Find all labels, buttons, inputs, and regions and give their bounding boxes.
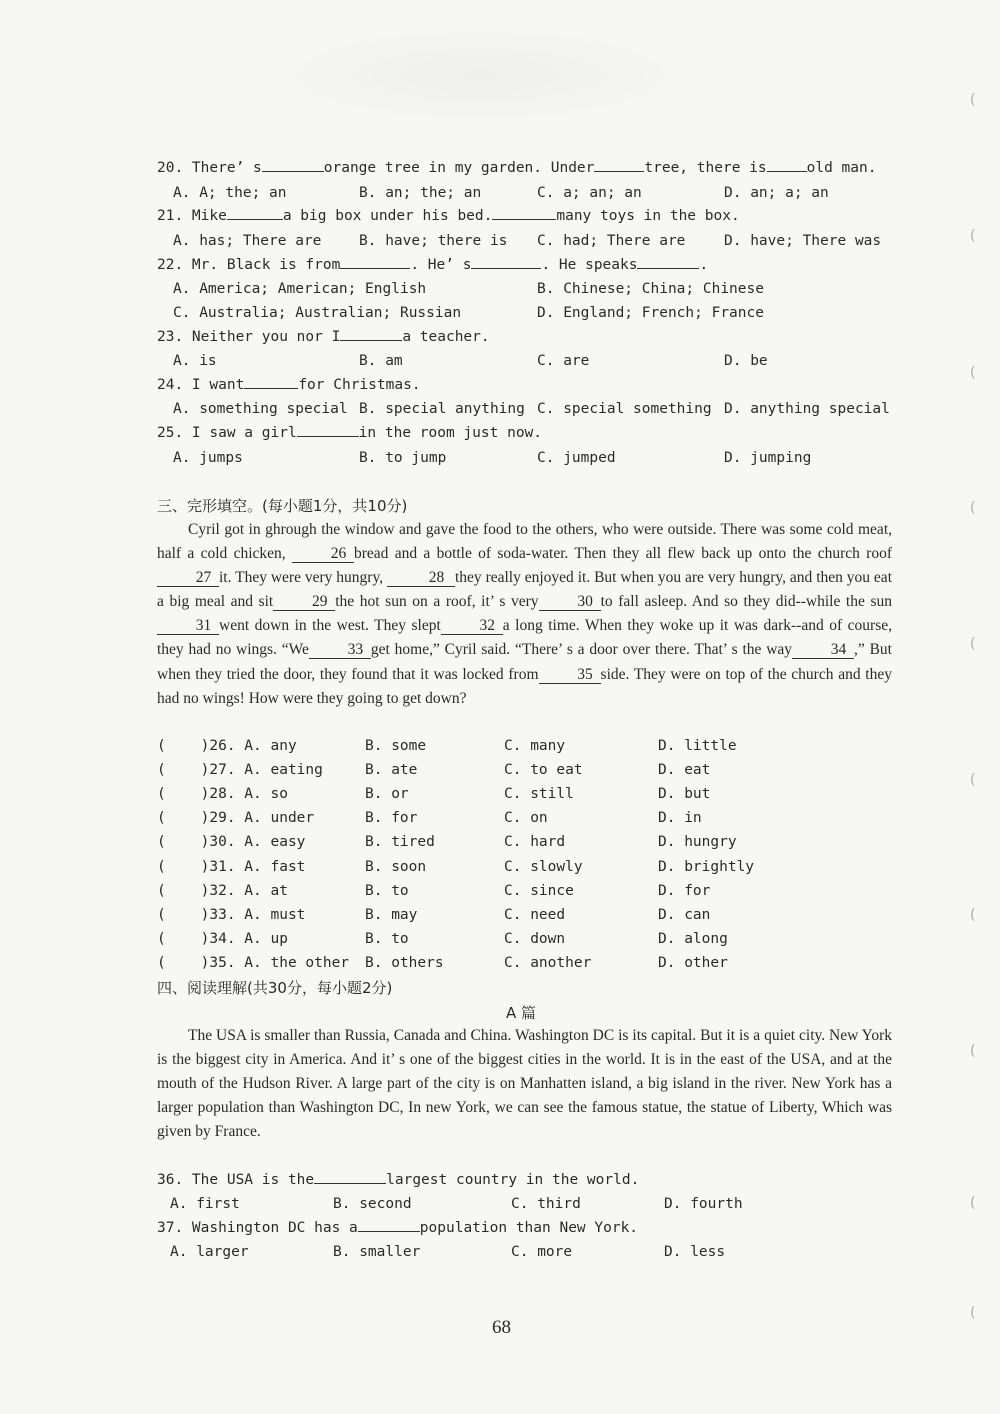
question-24: 24. I want for Christmas. xyxy=(157,377,421,393)
q23-option-d: D. be xyxy=(724,353,768,369)
question-25: 25. I saw a girl in the room just now. xyxy=(157,425,543,441)
faded-watermark xyxy=(250,20,710,130)
binder-hole-mark: ( xyxy=(970,500,976,516)
q22-option-b: B. Chinese; China; Chinese xyxy=(537,281,764,297)
reading-title: A 篇 xyxy=(506,1004,537,1022)
cloze-item-35-option-a: ( )35. A. the other xyxy=(157,954,350,971)
cloze-item-31-option-b: B. soon xyxy=(365,858,427,875)
q37-option-b: B. smaller xyxy=(333,1244,421,1260)
cloze-item-35-option-b: B. others xyxy=(365,954,444,971)
cloze-item-34-option-d: D. along xyxy=(658,930,728,947)
q25-option-c: C. jumped xyxy=(537,450,616,466)
question-20: 20. There’ s orange tree in my garden. Under tree, there is old man. xyxy=(157,160,877,176)
cloze-item-31-option-a: ( )31. A. fast xyxy=(157,858,306,875)
cloze-item-34-option-c: C. down xyxy=(504,930,566,947)
cloze-item-30-option-c: C. hard xyxy=(504,834,566,851)
cloze-item-29-option-b: B. for xyxy=(365,810,418,827)
binder-hole-mark: ( xyxy=(970,1195,976,1211)
binder-hole-mark: ( xyxy=(970,772,976,788)
q20-option-c: C. a; an; an xyxy=(537,185,642,201)
q20-option-b: B. an; the; an xyxy=(359,185,482,201)
page-number: 68 xyxy=(492,1317,511,1338)
q25-option-a: A. jumps xyxy=(173,450,243,466)
cloze-item-32-option-d: D. for xyxy=(658,882,711,899)
cloze-item-33-option-b: B. may xyxy=(365,906,418,923)
q36-option-d: D. fourth xyxy=(664,1196,743,1212)
cloze-item-28-option-a: ( )28. A. so xyxy=(157,786,288,803)
q21-option-b: B. have; there is xyxy=(359,233,508,249)
cloze-item-29-option-d: D. in xyxy=(658,810,702,827)
cloze-item-34-option-b: B. to xyxy=(365,930,409,947)
q22-option-a: A. America; American; English xyxy=(173,281,427,297)
q37-option-a: A. larger xyxy=(170,1244,249,1260)
binder-hole-mark: ( xyxy=(970,92,976,108)
question-23: 23. Neither you nor I a teacher. xyxy=(157,329,490,345)
q24-option-c: C. special something xyxy=(537,401,712,417)
q24-option-b: B. special anything xyxy=(359,401,525,417)
cloze-item-29-option-a: ( )29. A. under xyxy=(157,810,315,827)
cloze-item-35-option-d: D. other xyxy=(658,954,728,971)
q23-option-c: C. are xyxy=(537,353,590,369)
cloze-item-27-option-c: C. to eat xyxy=(504,762,583,779)
cloze-item-28-option-c: C. still xyxy=(504,786,574,803)
cloze-item-28-option-b: B. or xyxy=(365,786,409,803)
reading-heading: 四、阅读理解(共30分，每小题2分) xyxy=(157,979,393,997)
question-22: 22. Mr. Black is from . He’ s . He speaks . xyxy=(157,257,709,273)
question-21: 21. Mike a big box under his bed. many toys in the box. xyxy=(157,208,740,224)
q24-option-d: D. anything special xyxy=(724,401,890,417)
binder-hole-mark: ( xyxy=(970,1305,976,1321)
cloze-item-31-option-d: D. brightly xyxy=(658,858,755,875)
binder-hole-mark: ( xyxy=(970,228,976,244)
cloze-item-26-option-d: D. little xyxy=(658,738,737,754)
question-36: 36. The USA is the largest country in the world. xyxy=(157,1172,640,1188)
q20-option-a: A. A; the; an xyxy=(173,185,287,201)
q36-option-c: C. third xyxy=(511,1196,581,1212)
cloze-item-32-option-c: C. since xyxy=(504,882,574,899)
cloze-item-33-option-d: D. can xyxy=(658,906,711,923)
q20-option-d: D. an; a; an xyxy=(724,185,829,201)
cloze-item-26-option-b: B. some xyxy=(365,738,427,754)
q21-option-a: A. has; There are xyxy=(173,233,322,249)
q22-option-d: D. England; French; France xyxy=(537,305,764,321)
q24-option-a: A. something special xyxy=(173,401,348,417)
cloze-item-27-option-b: B. ate xyxy=(365,762,418,779)
q23-option-b: B. am xyxy=(359,353,403,369)
cloze-item-32-option-b: B. to xyxy=(365,882,409,899)
q21-option-c: C. had; There are xyxy=(537,233,686,249)
cloze-item-30-option-a: ( )30. A. easy xyxy=(157,834,306,851)
reading-passage: The USA is smaller than Russia, Canada and China. Washington DC is its capital. But it is a quiet city. New York is the biggest city in America. And it’ s one of the biggest cities in the world. It is in the east of the USA, and at the mouth of the Hudson River. A large part of the city is on Manhatten island, a big island in the river. New York has a larger population than Washington DC, In new York, we can see the famous statue, the statue of Liberty, Which was given by France. xyxy=(157,1027,892,1141)
q36-option-a: A. first xyxy=(170,1196,240,1212)
binder-hole-mark: ( xyxy=(970,636,976,652)
binder-hole-mark: ( xyxy=(970,365,976,381)
cloze-item-32-option-a: ( )32. A. at xyxy=(157,882,288,899)
q37-option-d: D. less xyxy=(664,1244,726,1260)
q25-option-d: D. jumping xyxy=(724,450,812,466)
binder-hole-mark: ( xyxy=(970,1043,976,1059)
cloze-item-33-option-c: C. need xyxy=(504,906,566,923)
q22-option-c: C. Australia; Australian; Russian xyxy=(173,305,462,321)
q23-option-a: A. is xyxy=(173,353,217,369)
cloze-item-33-option-a: ( )33. A. must xyxy=(157,906,306,923)
cloze-item-28-option-d: D. but xyxy=(658,786,711,803)
cloze-item-26-option-a: ( )26. A. any xyxy=(157,738,297,754)
cloze-item-30-option-d: D. hungry xyxy=(658,834,737,851)
cloze-passage: Cyril got in ghrough the window and gave the food to the others, who were outside. There was some cold meat, half a cold chicken, 26 bread and a bottle of soda-water. Then they all flew back up onto the church roof27 it. They were very hungry, 28 they really enjoyed it. But when you are very hungry, and then you eat a big meal and sit 29 the hot sun on a roof, it’ s very 30 to fall asleep. And so they did--while the sun31 went down in the west. They slept 32 a long time. When they woke up it was dark--and of course, they had no wings. “We 33 get home,” Cyril said. “There’ s a door over there. That’ s the way 34 ,” But when they tried the door, they found that it was locked from 35 side. They were on top of the church and they had no wings! How were they going to get down? xyxy=(157,521,892,707)
binder-hole-mark: ( xyxy=(970,907,976,923)
q36-option-b: B. second xyxy=(333,1196,412,1212)
cloze-item-26-option-c: C. many xyxy=(504,738,566,754)
q37-option-c: C. more xyxy=(511,1244,573,1260)
cloze-item-35-option-c: C. another xyxy=(504,954,592,971)
cloze-item-34-option-a: ( )34. A. up xyxy=(157,930,288,947)
cloze-item-29-option-c: C. on xyxy=(504,810,548,827)
q21-option-d: D. have; There was xyxy=(724,233,882,249)
cloze-heading: 三、完形填空。(每小题1分，共10分) xyxy=(157,497,408,515)
cloze-item-27-option-a: ( )27. A. eating xyxy=(157,762,323,779)
cloze-item-27-option-d: D. eat xyxy=(658,762,711,779)
cloze-item-31-option-c: C. slowly xyxy=(504,858,583,875)
question-37: 37. Washington DC has a population than New York. xyxy=(157,1220,639,1236)
cloze-item-30-option-b: B. tired xyxy=(365,834,435,851)
q25-option-b: B. to jump xyxy=(359,450,447,466)
